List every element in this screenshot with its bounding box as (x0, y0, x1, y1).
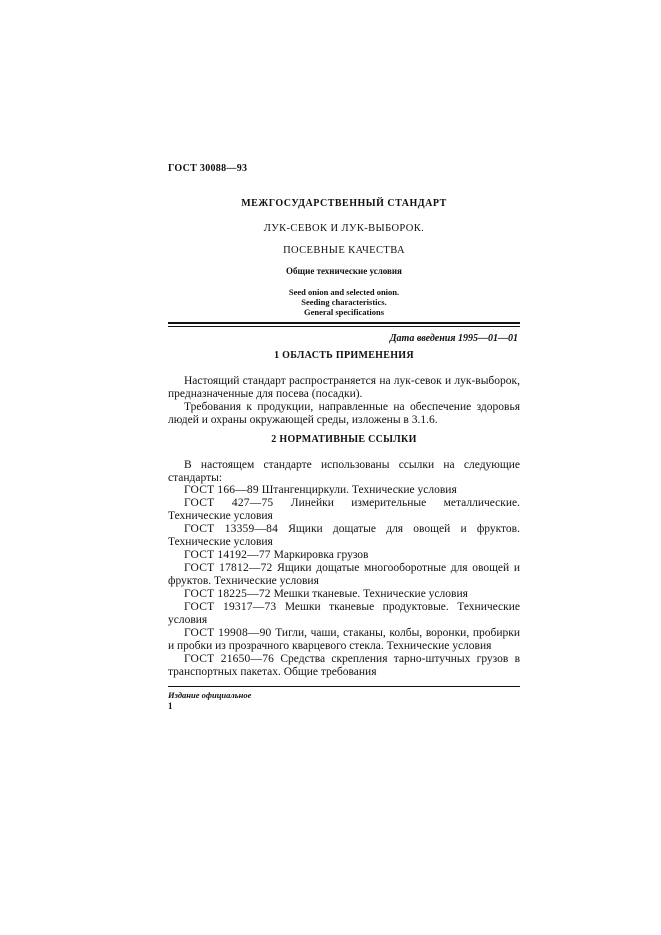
edition-note: Издание официальное (168, 690, 252, 700)
reference-title: Тигли, чаши, стаканы, колбы, воронки, пробирки и пробки из прозрачного кварцевого стекла. Технические условия (168, 627, 521, 652)
reference-title: Маркировка грузов (273, 549, 369, 561)
document-subtitle: Общие технические условия (286, 266, 402, 276)
reference-code: ГОСТ 18225—72 (184, 588, 271, 600)
reference-item (168, 627, 520, 653)
header-divider-thick (168, 322, 520, 324)
section2-heading: 2 НОРМАТИВНЫЕ ССЫЛКИ (271, 434, 417, 445)
document-title-line2: ПОСЕВНЫЕ КАЧЕСТВА (283, 245, 405, 256)
reference-title: Ящики дощатые для овощей и фруктов. Технические условия (168, 523, 520, 548)
english-title-line2: Seeding characteristics. (301, 297, 387, 307)
reference-title: Ящики дощатые многооборотные для овощей и фруктов. Технические условия (168, 562, 520, 587)
reference-code: ГОСТ 17812—72 (184, 562, 273, 574)
reference-item (168, 497, 520, 523)
reference-item (168, 588, 520, 601)
reference-item (168, 653, 520, 679)
section1-heading: 1 ОБЛАСТЬ ПРИМЕНЕНИЯ (274, 350, 414, 361)
reference-title: Средства скрепления тарно-штучных грузов в транспортных пакетах. Общие требования (168, 653, 521, 678)
reference-title: Мешки тканевые. Технические условия (273, 588, 468, 600)
reference-item (168, 484, 520, 497)
reference-item (168, 523, 520, 549)
header-divider-thin (168, 326, 520, 327)
reference-code: ГОСТ 19317—73 (184, 601, 277, 613)
reference-code: ГОСТ 166—89 (184, 484, 259, 496)
document-title-line1: ЛУК-СЕВОК И ЛУК-ВЫБОРОК. (263, 223, 425, 234)
reference-title: Мешки тканевые продуктовые. Технические условия (168, 601, 520, 626)
section1-paragraph2: Требования к продукции, направленные на обеспечение здоровья людей и охраны окружающей среды, изложены в 3.1.6. (168, 401, 520, 426)
reference-code: ГОСТ 427—75 (184, 497, 274, 509)
reference-title: Штангенциркули. Технические условия (261, 484, 457, 496)
reference-code: ГОСТ 13359—84 (184, 523, 279, 535)
reference-code: ГОСТ 19908—90 (184, 627, 272, 639)
reference-item (168, 601, 520, 627)
section1-paragraph1: Настоящий стандарт распространяется на лук-севок и лук-выборок, предназначенные для посева (посадки). (168, 375, 520, 400)
standard-type: МЕЖГОСУДАРСТВЕННЫЙ СТАНДАРТ (241, 198, 447, 209)
reference-code: ГОСТ 21650—76 (184, 653, 275, 665)
reference-title: Линейки измерительные металлические. Технические условия (168, 497, 520, 522)
english-title-line3: General specifications (303, 307, 385, 317)
reference-item (168, 562, 520, 588)
introduction-date: Дата введения 1995—01—01 (389, 333, 518, 344)
footer-divider (168, 686, 520, 687)
document-code: ГОСТ 30088—93 (168, 163, 248, 174)
page-number: 1 (168, 701, 173, 711)
section2-intro: В настоящем стандарте использованы ссылки на следующие стандарты: (168, 459, 520, 484)
reference-code: ГОСТ 14192—77 (184, 549, 271, 561)
reference-item (168, 549, 520, 562)
reference-list (168, 484, 520, 679)
english-title-line1: Seed onion and selected onion. (288, 287, 400, 297)
